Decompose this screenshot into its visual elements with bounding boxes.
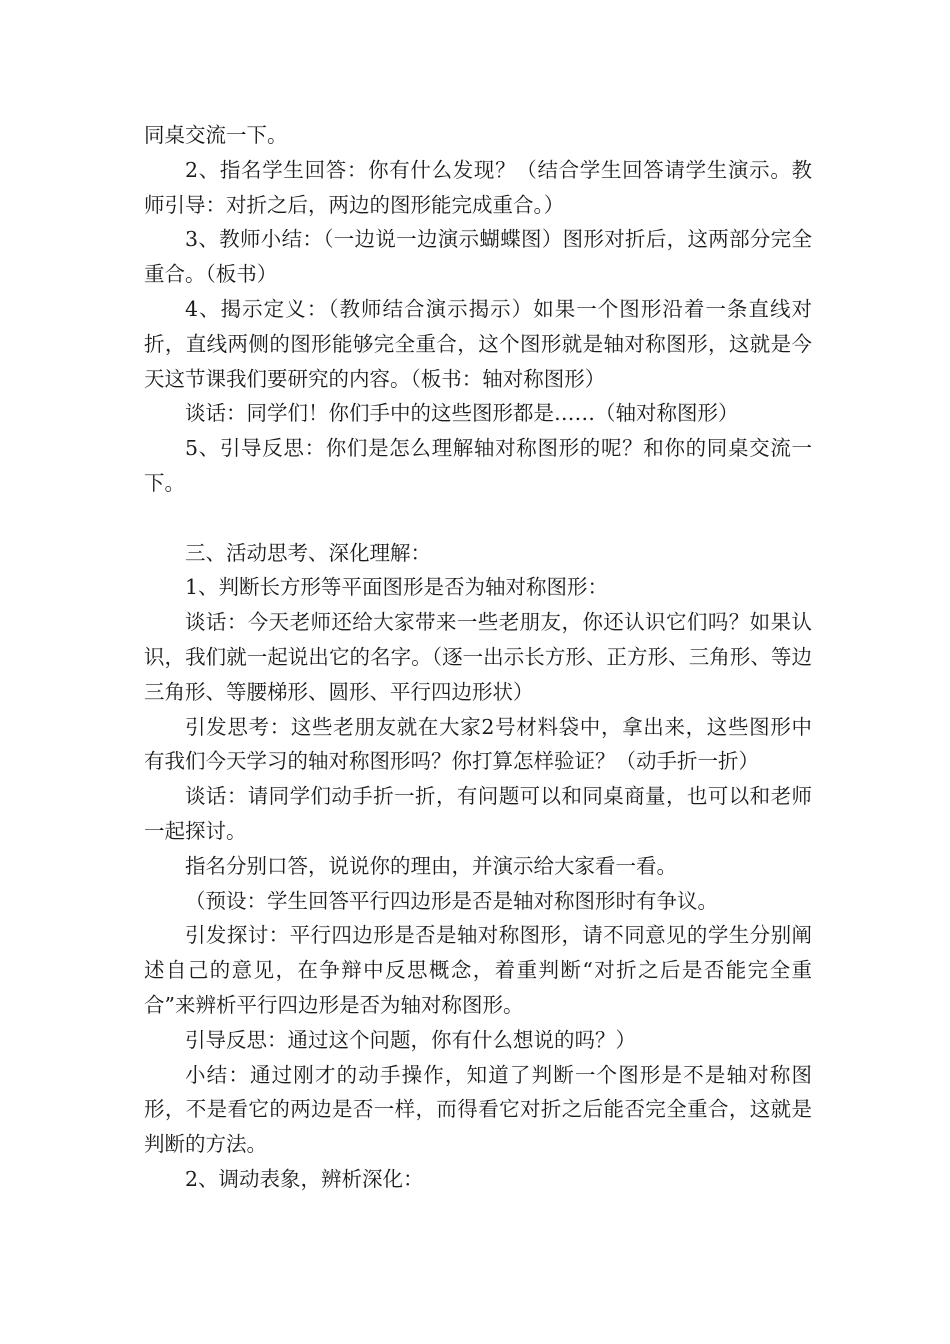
paragraph-step-5: 5、引导反思：你们是怎么理解轴对称图形的呢？和你的同桌交流一下。 [144,436,812,495]
document-body [144,118,812,1197]
paragraph-summary: 小结：通过刚才的动手操作，知道了判断一个图形是不是轴对称图形，不是看它的两边是否一样，而得看它对折之后能否完全重合，这就是判断的方法。 [144,1062,812,1157]
blank-line [144,501,812,536]
section-heading-3: 三、活动思考、深化理解： [185,540,431,565]
paragraph-step-4: 4、揭示定义：（教师结合演示揭示）如果一个图形沿着一条直线对折，直线两侧的图形能够完全重合，这个图形就是轴对称图形，这就是今天这节课我们要研究的内容。（板书：轴对称图形） [144,296,812,391]
paragraph-step-3: 3、教师小结：（一边说一边演示蝴蝶图）图形对折后，这两部分完全重合。（板书） [144,227,812,287]
paragraph-preset: （预设：学生回答平行四边形是否是轴对称图形时有争议。 [185,888,718,913]
paragraph-dialogue-2: 谈话：今天老师还给大家带来一些老朋友，你还认识它们吗？如果认识，我们就一起说出它的名字。（逐一出示长方形、正方形、三角形、等边三角形、等腰梯形、圆形、平行四边形状） [144,610,812,704]
paragraph-sub-1: 1、判断长方形等平面图形是否为轴对称图形： [185,575,609,600]
paragraph-dialogue-3: 谈话：请同学们动手折一折，有问题可以和同桌商量，也可以和老师一起探讨。 [144,784,812,843]
paragraph-continuation: 同桌交流一下。 [144,123,288,147]
paragraph-reflection: 引导反思：通过这个问题，你有什么想说的吗？） [185,1027,636,1052]
paragraph-discussion: 引发探讨：平行四边形是否是轴对称图形，请不同意见的学生分别阐述自己的意见，在争辩中反思概念，着重判断“对折之后是否能完全重合”来辨析平行四边形是否为轴对称图形。 [144,923,812,1017]
paragraph-thinking: 引发思考：这些老朋友就在大家2号材料袋中，拿出来，这些图形中有我们今天学习的轴对称图形吗？你打算怎样验证？（动手折一折） [144,714,812,774]
paragraph-step-2: 2、指名学生回答：你有什么发现？（结合学生回答请学生演示。教师引导：对折之后，两边的图形能完成重合。） [144,157,812,217]
paragraph-dialogue: 谈话：同学们！你们手中的这些图形都是……（轴对称图形） [185,401,739,426]
paragraph-sub-2: 2、调动表象，辨析深化： [185,1166,424,1191]
paragraph-answer: 指名分别口答，说说你的理由，并演示给大家看一看。 [185,853,677,878]
